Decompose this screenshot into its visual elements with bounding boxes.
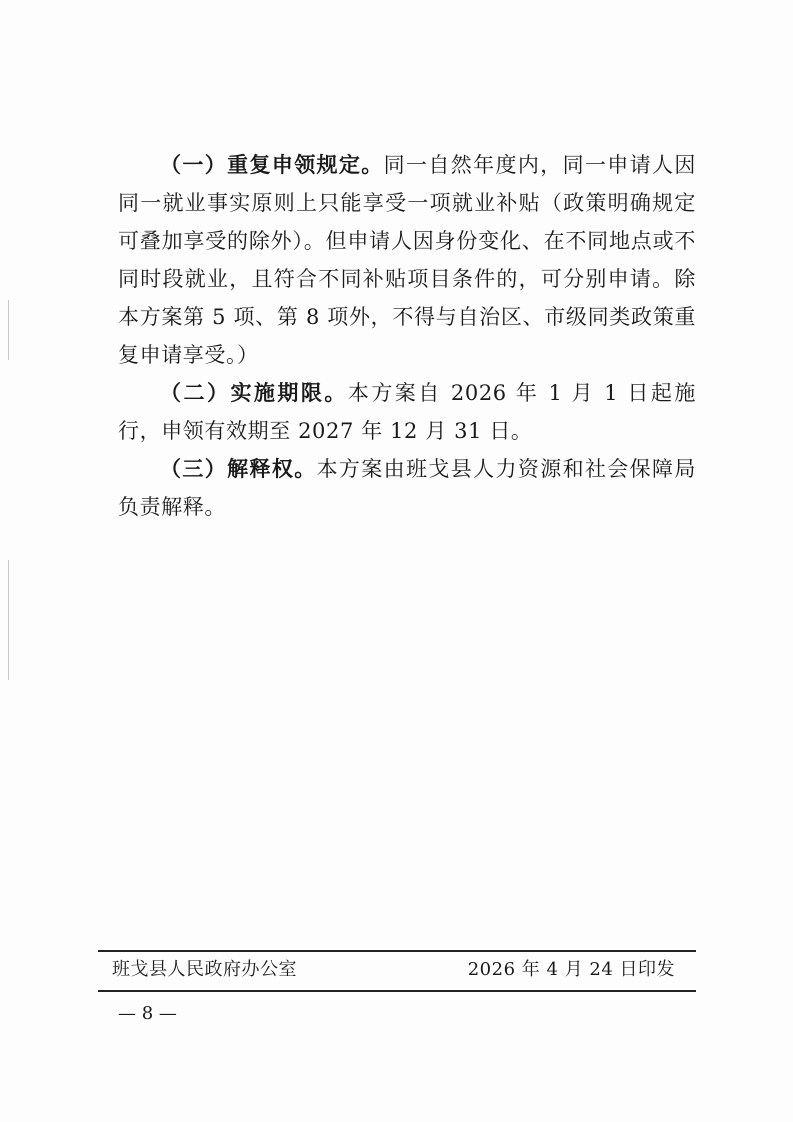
footer-bottom-rule [98,990,696,992]
footer-top-rule [98,950,696,952]
paragraph-interpretation-right [118,450,696,526]
scan-margin-mark [8,560,9,680]
paragraph-heading: （三）解释权。 [160,456,317,481]
paragraph-text: 同一自然年度内，同一申请人因同一就业事实原则上只能享受一项就业补贴（政策明确规定可叠加享受的除外）。但申请人因身份变化、在不同地点或不同时段就业，且符合不同补贴项目条件的，可分别申请。除本方案第 5 项、第 8 项外，不得与自治区、市级同类政策重复申请享受。） [118,153,696,367]
paragraph-text: 本方案自 2026 年 1 月 1 日起施行，申领有效期至 2027 年 12 月 31 日。 [118,381,696,443]
paragraph-text: 本方案由班戈县人力资源和社会保障局负责解释。 [118,457,696,519]
footer-issue-date: 2026 年 4 月 24 日印发 [467,959,675,980]
footer-issuer: 班戈县人民政府办公室 [112,959,297,980]
paragraph-implementation-period [118,374,696,450]
paragraph-repeat-claim-rule [118,146,696,374]
paragraph-heading: （二）实施期限。 [160,380,348,405]
body-text [118,146,696,526]
scan-margin-mark [8,300,9,360]
paragraph-heading: （一）重复申领规定。 [160,152,384,177]
page-number: — 8 — [118,1003,177,1024]
